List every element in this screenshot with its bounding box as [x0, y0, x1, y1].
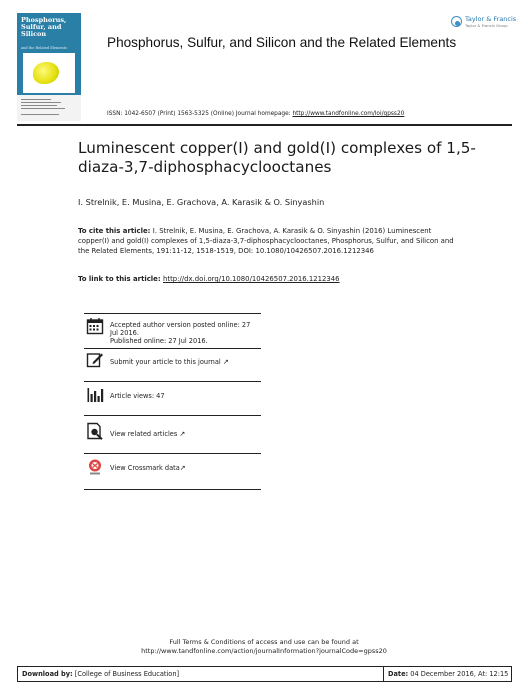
related-articles-label: View related articles [110, 430, 178, 438]
submit-article-link[interactable] [110, 358, 229, 366]
info-divider [84, 348, 261, 349]
article-authors: I. Strelnik, E. Musina, E. Grachova, A. Karasik & O. Sinyashin [78, 197, 325, 207]
accepted-date: Accepted author version posted online: 27 Jul 2016. [110, 321, 251, 337]
journal-title: Phosphorus, Sulfur, and Silicon and the Related Elements [107, 35, 457, 50]
download-date [388, 670, 508, 678]
info-divider [84, 381, 261, 382]
journal-cover-image [17, 13, 81, 121]
citation-text: I. Strelnik, E. Musina, E. Grachova, A. Karasik & O. Sinyashin (2016) Luminescent copper(I) and gold(I) complexes of 1,5-diaza-3,7-diphosphacyclooctanes, Phosphorus, Sulfur, and Silicon and the Related Elements, 191:11-12, 1518-1519, DOI: 10.1080/10426507.2016.1212346 [78, 227, 454, 255]
submit-article-label: Submit your article to this journal [110, 358, 221, 366]
terms-note [0, 638, 528, 656]
external-link-icon: ↗ [179, 464, 186, 472]
publisher-group: Taylor & Francis Group [465, 23, 508, 28]
info-divider [84, 415, 261, 416]
publisher-logo[interactable] [451, 15, 517, 31]
cover-text-line [21, 114, 59, 115]
citation-label: To cite this article: [78, 227, 153, 235]
cover-text-line [21, 108, 65, 109]
download-by [22, 670, 179, 678]
info-divider [84, 453, 261, 454]
download-institution: [College of Business Education] [72, 670, 180, 678]
cover-subtitle: and the Related Elements [21, 46, 67, 50]
external-link-icon: ↗ [222, 358, 229, 366]
cover-text-line [21, 105, 57, 106]
published-date: Published online: 27 Jul 2016. [110, 337, 208, 345]
info-divider [84, 313, 261, 314]
bar-chart-icon [86, 386, 104, 404]
footer-separator [383, 666, 384, 682]
issn-text: ISSN: 1042-6507 (Print) 1563-5325 (Online) Journal homepage: [107, 111, 293, 117]
calendar-icon [86, 317, 104, 335]
edit-icon [86, 351, 104, 369]
doi-link[interactable]: http://dx.doi.org/10.1080/10426507.2016.1212346 [163, 275, 340, 283]
related-articles-link[interactable] [110, 430, 185, 438]
link-label: To link to this article: [78, 275, 163, 283]
crossmark-link[interactable] [110, 464, 186, 472]
article-title: Luminescent copper(I) and gold(I) complexes of 1,5-diaza-3,7-diphosphacyclooctanes [78, 139, 476, 176]
external-link-icon: ↗ [179, 430, 186, 438]
cover-text-line [21, 102, 61, 103]
crossmark-label: View Crossmark data [110, 464, 180, 472]
journal-homepage-link[interactable]: http://www.tandfonline.com/loi/gpss20 [292, 111, 405, 117]
terms-line: Full Terms & Conditions of access and use can be found at [169, 638, 359, 646]
article-views: Article views: 47 [110, 392, 165, 400]
issn-line [107, 111, 404, 117]
publisher-logo-icon [451, 16, 462, 27]
cover-text-line [21, 99, 51, 100]
header-divider [17, 124, 512, 126]
date-label: Date: [388, 670, 409, 678]
terms-url[interactable]: http://www.tandfonline.com/action/journalInformation?journalCode=gpss20 [141, 647, 387, 655]
article-link-line [78, 275, 340, 283]
info-divider [84, 489, 261, 490]
citation-block [78, 226, 458, 256]
related-articles-icon [86, 422, 104, 440]
date-value: 04 December 2016, At: 12:15 [408, 670, 509, 678]
publisher-name: Taylor & Francis [465, 15, 517, 23]
cover-title: Phosphorus, Sulfur, and Silicon [21, 16, 67, 38]
crossmark-icon [86, 458, 104, 476]
download-label: Download by: [22, 670, 73, 678]
